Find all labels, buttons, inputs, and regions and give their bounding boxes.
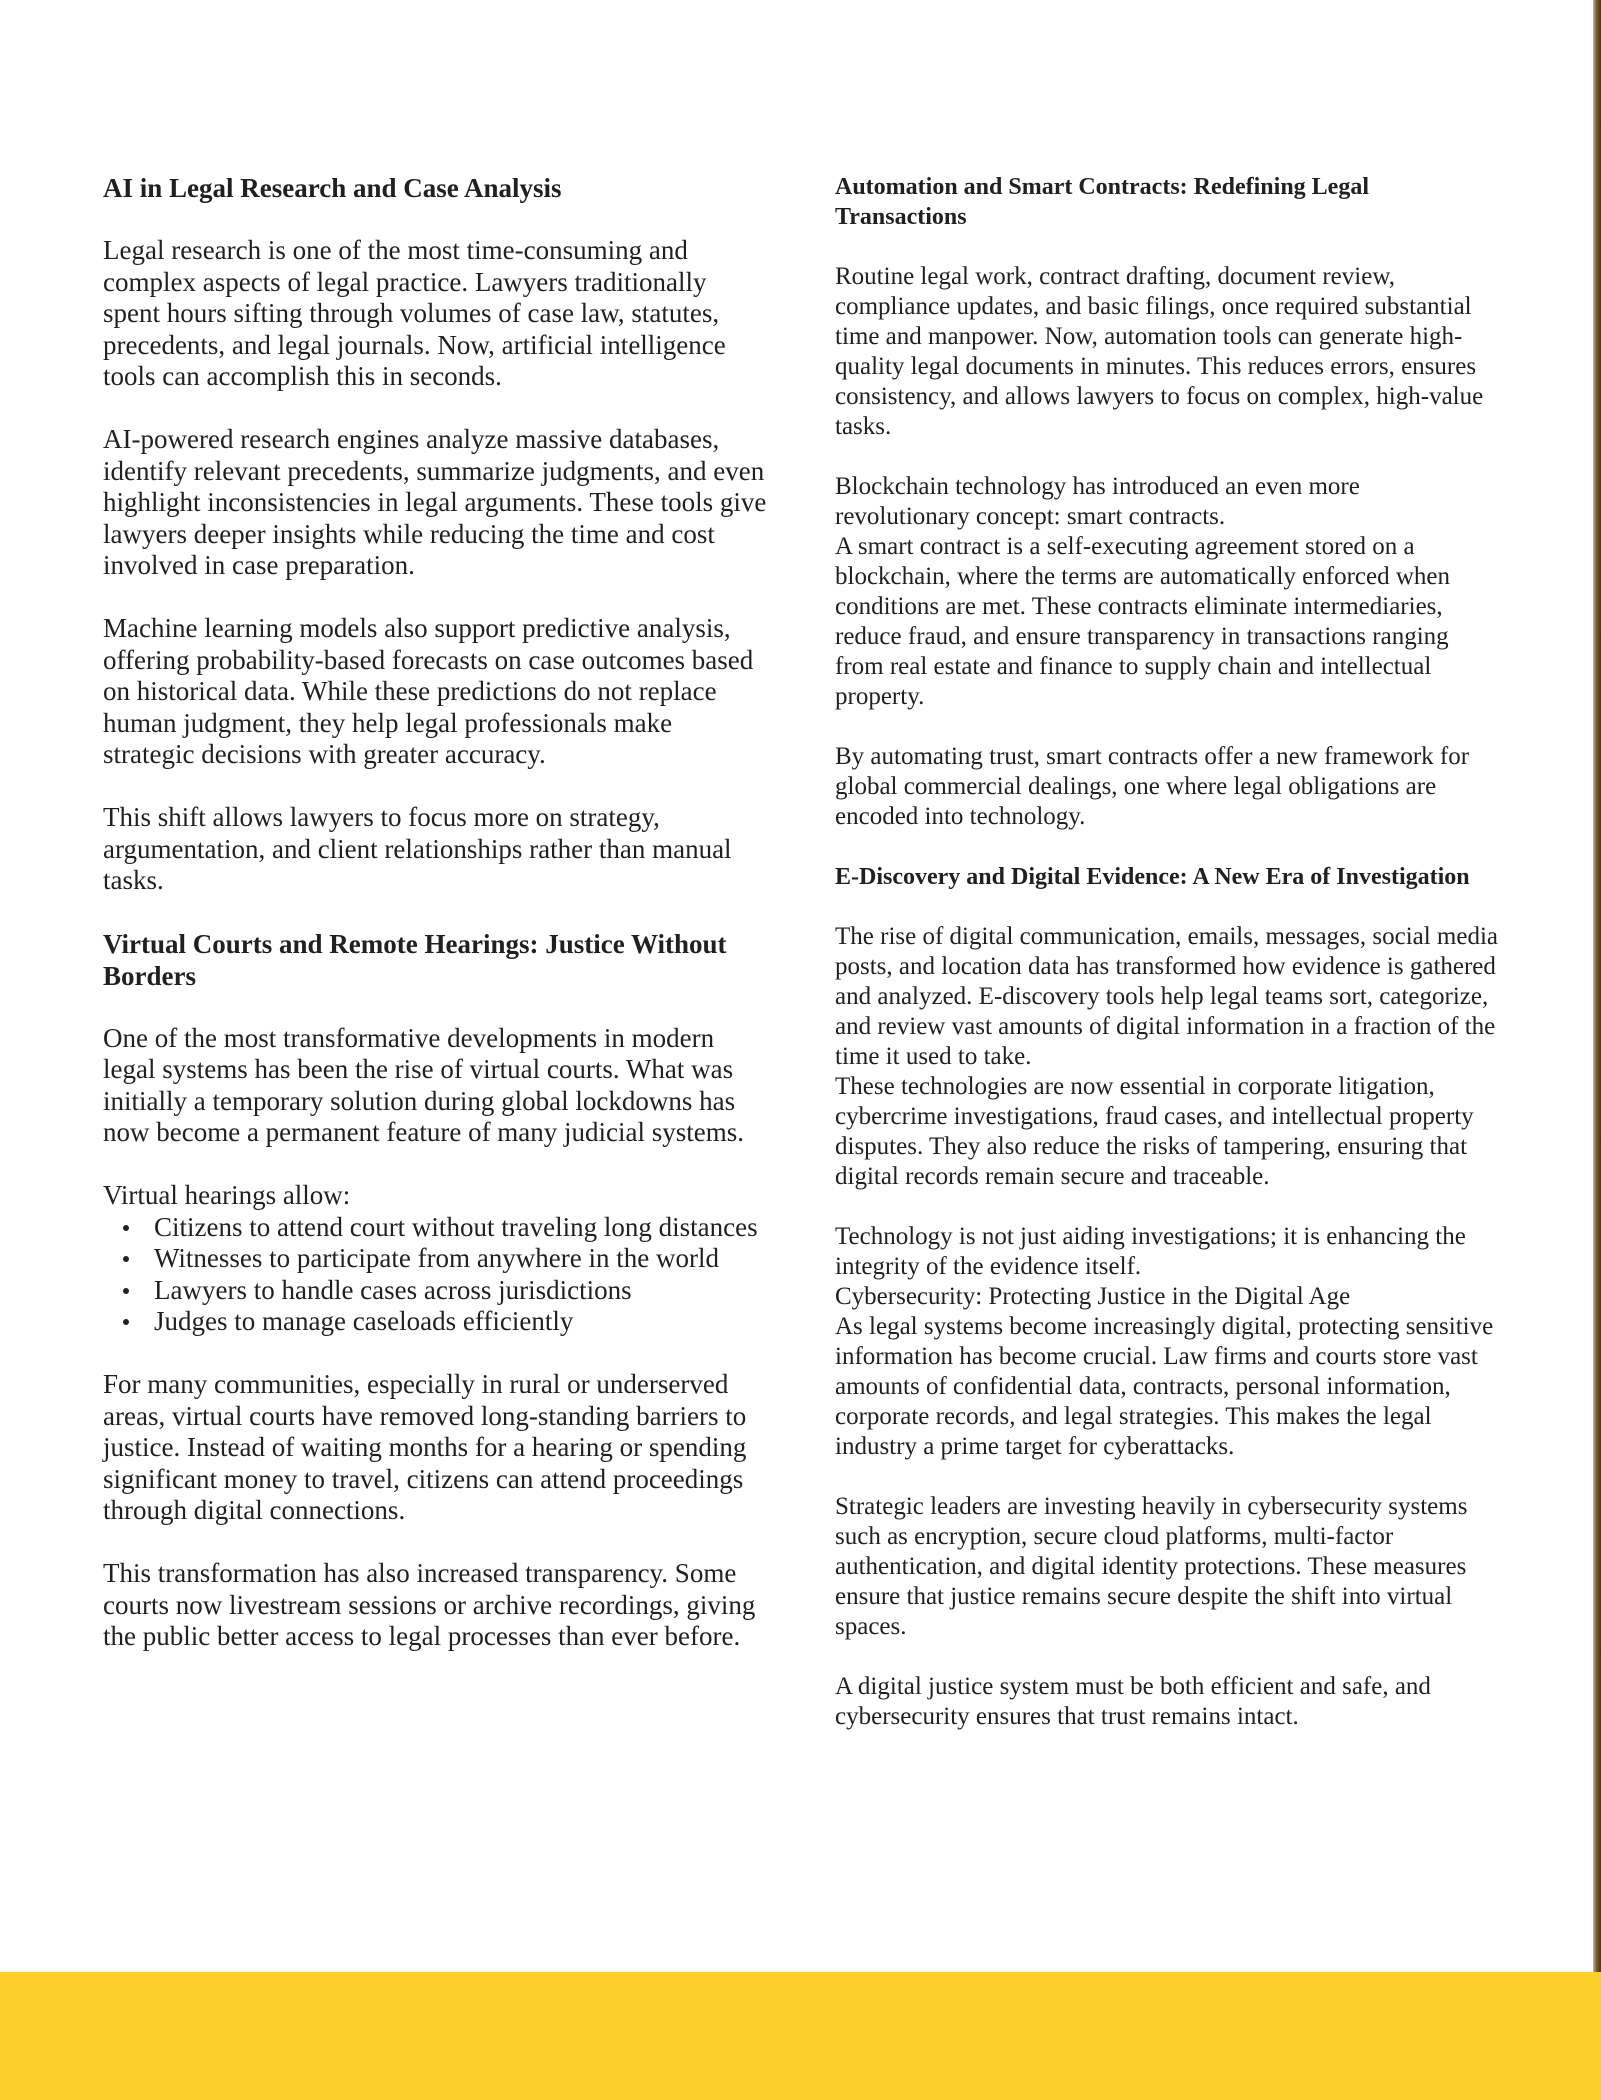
- subheading-cybersecurity: Cybersecurity: Protecting Justice in the Digital Age: [835, 1283, 1351, 1310]
- section-heading-virtual-courts: Virtual Courts and Remote Hearings: Justice Without Borders: [103, 928, 727, 991]
- page-edge-shadow: [1593, 0, 1601, 1972]
- paragraph: A smart contract is a self-executing agreement stored on a blockchain, where the terms are automatically enforced when conditions are met. These contracts eliminate intermediaries, reduce fraud, and ensure transparency in transactions ranging from real estate and finance to supply chain and intellectual property.: [835, 533, 1451, 710]
- list-item-text: Judges to manage caseloads efficiently: [154, 1306, 574, 1337]
- footer-color-band: [0, 1972, 1601, 2100]
- paragraph: This shift allows lawyers to focus more on strategy, argumentation, and client relationships rather than manual tasks.: [103, 801, 732, 896]
- list-item: [154, 1306, 768, 1338]
- paragraph: AI-powered research engines analyze massive databases, identify relevant precedents, summarize judgments, and even highlight inconsistencies in legal arguments. These tools give lawyers deeper insights while reducing the time and cost involved in case preparation.: [103, 423, 767, 581]
- bullet-icon: [123, 1319, 129, 1325]
- list-item: [154, 1275, 768, 1307]
- paragraph: Legal research is one of the most time-consuming and complex aspects of legal practice. Lawyers traditionally spent hours sifting through volumes of case law, statutes, precedents, and legal journals. Now, artificial intelligence tools can accomplish this in seconds.: [103, 235, 726, 392]
- list-intro: Virtual hearings allow:: [103, 1180, 351, 1211]
- paragraph: Technology is not just aiding investigations; it is enhancing the integrity of the evidence itself.: [835, 1223, 1466, 1280]
- paragraph: The rise of digital communication, emails, messages, social media posts, and location data has transformed how evidence is gathered and analyzed. E-discovery tools help legal teams sort, categorize, and review vast amounts of digital information in a fraction of the time it used to take.: [835, 923, 1499, 1070]
- paragraph: A digital justice system must be both efficient and safe, and cybersecurity ensures that trust remains intact.: [835, 1673, 1431, 1730]
- list-item-text: Lawyers to handle cases across jurisdictions: [154, 1274, 632, 1305]
- paragraph: Machine learning models also support predictive analysis, offering probability-based forecasts on case outcomes based on historical data. While these predictions do not replace human judgment, they help legal professionals make strategic decisions with greater accuracy.: [103, 612, 754, 770]
- paragraph: For many communities, especially in rural or underserved areas, virtual courts have removed long-standing barriers to justice. Instead of waiting months for a hearing or spending significant money to travel, citizens can attend proceedings through digital connections.: [103, 1369, 747, 1526]
- paragraph: As legal systems become increasingly digital, protecting sensitive information has become crucial. Law firms and courts store vast amounts of confidential data, contracts, personal information, corporate records, and legal strategies. This makes the legal industry a prime target for cyberattacks.: [835, 1313, 1494, 1460]
- paragraph: Strategic leaders are investing heavily in cybersecurity systems such as encryption, secure cloud platforms, multi-factor authentication, and digital identity protections. These measures ensure that justice remains secure despite the shift into virtual spaces.: [835, 1493, 1468, 1640]
- section-heading-automation-smart-contracts: Automation and Smart Contracts: Redefining Legal Transactions: [835, 174, 1369, 230]
- list-item: [154, 1243, 768, 1275]
- section-heading-ai-legal-research: AI in Legal Research and Case Analysis: [103, 173, 562, 203]
- paragraph: This transformation has also increased transparency. Some courts now livestream sessions or archive recordings, giving the public better access to legal processes than ever before.: [103, 1558, 756, 1652]
- paragraph: Blockchain technology has introduced an even more revolutionary concept: smart contracts.: [835, 473, 1360, 530]
- bullet-list: [103, 1212, 768, 1338]
- paragraph: One of the most transformative developments in modern legal systems has been the rise of virtual courts. What was initially a temporary solution during global lockdowns has now become a permanent feature of many judicial systems.: [103, 1022, 745, 1148]
- paragraph: These technologies are now essential in corporate litigation, cybercrime investigations, fraud cases, and intellectual property disputes. They also reduce the risks of tampering, ensuring that digital records remain secure and traceable.: [835, 1073, 1474, 1190]
- paragraph: By automating trust, smart contracts offer a new framework for global commercial dealings, one where legal obligations are encoded into technology.: [835, 743, 1470, 830]
- right-column: [835, 172, 1500, 1762]
- bullet-icon: [123, 1256, 129, 1262]
- bullet-icon: [123, 1288, 129, 1294]
- section-heading-e-discovery: E-Discovery and Digital Evidence: A New Era of Investigation: [835, 864, 1470, 890]
- paragraph: Routine legal work, contract drafting, document review, compliance updates, and basic filings, once required substantial time and manpower. Now, automation tools can generate high-quality legal documents in minutes. This reduces errors, ensures consistency, and allows lawyers to focus on complex, high-value tasks.: [835, 263, 1484, 440]
- list-item: [154, 1212, 768, 1244]
- list-item-text: Citizens to attend court without traveling long distances: [154, 1211, 758, 1242]
- left-column: [103, 172, 768, 1684]
- list-item-text: Witnesses to participate from anywhere in the world: [154, 1243, 719, 1274]
- bullet-icon: [123, 1225, 129, 1231]
